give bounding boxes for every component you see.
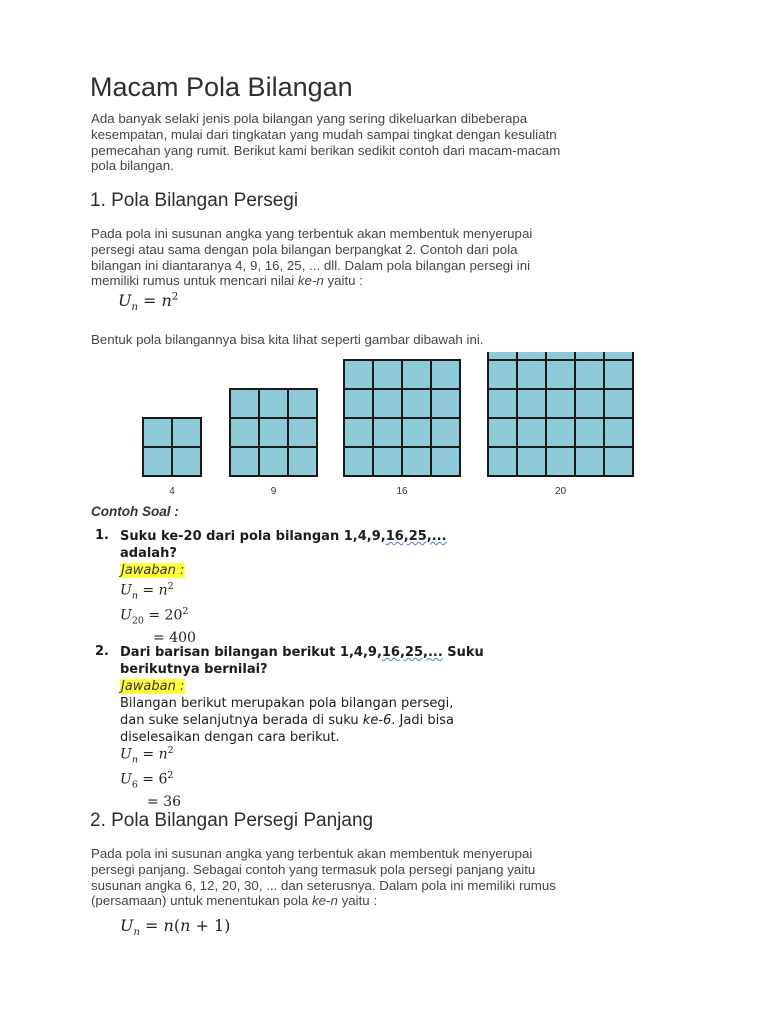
answer-highlight: Jawaban : [121,679,185,694]
question-text: Suku [442,645,484,660]
math-eq: = [137,772,159,789]
square-label: 20 [554,486,567,497]
answer-label-1 [120,562,447,579]
formula-persegi [118,291,178,313]
question-text-underlined: 16,25,... [381,645,443,660]
grid-cell [172,418,201,447]
math-var: U [120,608,132,625]
figure-caption: Bentuk pola bilangannya bisa kita lihat seperti gambar dibawah ini. [91,332,484,347]
grid-cell [172,447,201,476]
question-1-line2: adalah? [120,546,177,561]
formula-paren: ) [224,916,231,935]
grid-cell [604,447,633,476]
grid-cell [230,418,259,447]
math-eq: = [147,793,164,810]
grid-cell [402,389,431,418]
explanation-text: dan suke selanjutnya berada di suku [120,713,363,728]
grid-cell [143,418,172,447]
grid-cell [546,418,575,447]
grid-cell [344,447,373,476]
work-line [120,579,196,604]
formula-persegi-panjang [120,916,230,938]
grid-cell [488,360,517,389]
grid-cell [373,447,402,476]
question-1-line1 [120,528,447,545]
question-text-underlined: 16,25,... [385,529,447,544]
formula-symbol: U [118,291,132,310]
explanation-line: diselesaikan dengan cara berikut. [120,730,340,745]
math-sub: 6 [131,779,138,791]
grid-cell [517,352,546,360]
math-sub: n [131,754,138,766]
explanation-line [120,712,484,729]
math-var: n [158,746,168,763]
grid-cell [488,389,517,418]
square-grid-9 [230,389,317,476]
formula-var: n [163,916,174,935]
question-2-line1 [120,644,484,661]
math-sup: 2 [182,606,189,618]
section1-paragraph [91,226,691,289]
formula-exponent: 2 [171,291,179,303]
section-heading-persegi: 1. Pola Bilangan Persegi [90,190,299,211]
work-1 [120,579,196,646]
explanation-text: . Jadi bisa [391,713,454,728]
math-eq: = [137,746,159,763]
grid-cell [402,360,431,389]
explanation-italic: ke-6 [362,713,392,728]
grid-cell [488,447,517,476]
grid-cell [431,447,460,476]
question-2 [120,644,484,746]
math-num: 6 [158,772,168,789]
section2-line-italic: ke-n [312,893,338,909]
grid-cell [517,389,546,418]
section2-line: Pada pola ini susunan angka yang terbentuk akan membentuk menyerupai [91,846,533,861]
formula-number: 1 [213,916,225,935]
grid-cell [431,418,460,447]
grid-cell [517,360,546,389]
examples-heading: Contoh Soal : [91,504,179,519]
grid-cell [488,418,517,447]
grid-cell [259,418,288,447]
section1-line [91,273,691,289]
square-grids [143,352,633,476]
grid-cell [431,389,460,418]
section2-line: susunan angka 6, 12, 20, 30, ... dan seterusnya. Dalam pola ini memiliki rumus [91,877,556,893]
section1-line-text: yaitu : [323,273,363,289]
grid-cell [604,352,633,360]
grid-cell [546,352,575,360]
grid-cell [344,389,373,418]
square-grid-16 [344,360,460,476]
math-sup: 2 [167,581,174,592]
square-label: 9 [270,486,277,497]
section2-paragraph [91,846,691,909]
square-pattern-figure [130,352,650,502]
grid-cell [604,418,633,447]
square-grid-20 [488,352,633,476]
grid-cell [230,447,259,476]
section2-line-text: yaitu : [337,893,378,909]
grid-cell [344,418,373,447]
formula-paren: ( [173,916,181,935]
grid-cell [546,447,575,476]
intro-paragraph [91,111,691,174]
intro-line: pola bilangan. [91,158,174,174]
section1-line: persegi atau sama dengan pola bilangan berpangkat 2. Contoh dari pola [91,241,518,257]
grid-cell [575,447,604,476]
formula-subscript: n [131,302,138,314]
question-number: 2. [95,644,109,659]
question-text: Suku ke-20 dari pola bilangan 1,4,9, [120,529,386,544]
grid-cell [517,447,546,476]
formula-subscript: n [133,927,140,939]
grid-cell [517,418,546,447]
question-text: Dari barisan bilangan berikut 1,4,9, [120,645,382,660]
math-sub: 20 [131,615,144,627]
math-eq: = [143,608,165,625]
question-1 [120,528,447,579]
grid-cell [373,360,402,389]
math-eq: = [137,582,159,599]
work-line [120,743,181,768]
grid-cell [604,389,633,418]
grid-cell [143,447,172,476]
work-line [120,768,181,793]
work-line [120,794,181,810]
formula-base: n [161,291,172,310]
question-2-line2: berikutnya bernilai? [120,662,268,677]
section2-line: persegi panjang. Sebagai contoh yang termasuk pola persegi panjang yaitu [91,861,536,877]
square-grid-4 [143,418,201,476]
explanation-line: Bilangan berikut merupakan pola bilangan persegi, [120,696,454,711]
formula-symbol: U [120,916,134,935]
page-title: Macam Pola Bilangan [90,72,353,102]
math-var: U [120,582,132,599]
grid-cell [604,360,633,389]
grid-cell [575,389,604,418]
square-labels [169,486,566,497]
question-number: 1. [95,528,109,543]
formula-plus: + [190,916,214,935]
question-1-number [95,528,109,543]
math-result: 400 [169,629,196,646]
math-var: U [120,746,132,763]
square-label: 4 [169,486,175,497]
grid-cell [288,447,317,476]
grid-cell [402,418,431,447]
grid-cell [344,360,373,389]
square-label: 16 [396,486,408,497]
grid-cell [431,360,460,389]
grid-cell [546,360,575,389]
math-sup: 2 [167,745,174,756]
grid-cell [575,360,604,389]
grid-cell [288,418,317,447]
section2-line [91,893,691,909]
grid-cell [288,389,317,418]
work-line [120,604,196,629]
math-var: U [120,772,132,789]
grid-cell [259,389,288,418]
grid-cell [402,447,431,476]
math-eq: = [153,629,170,646]
grid-cell [230,389,259,418]
formula-equals: = [139,916,164,935]
section2-line-text: (persamaan) untuk menentukan pola [91,893,313,909]
math-result: 36 [163,793,182,810]
math-var: n [158,582,168,599]
work-2 [120,743,181,810]
section1-line: Pada pola ini susunan angka yang terbentuk akan membentuk menyerupai [91,226,533,241]
math-num: 20 [164,608,183,625]
grid-cell [488,352,517,360]
math-sub: n [131,590,138,602]
grid-cell [575,352,604,360]
grid-cell [373,418,402,447]
formula-var: n [180,916,191,935]
answer-label-2 [120,678,484,695]
section1-line-italic: ke-n [297,273,324,289]
grid-cell [546,389,575,418]
formula-equals: = [137,291,162,310]
section1-line-text: memiliki rumus untuk mencari nilai [91,273,298,289]
intro-line: Ada banyak selaki jenis pola bilangan yang sering dikeluarkan dibeberapa [91,111,528,126]
section1-line: bilangan ini diantaranya 4, 9, 16, 25, ... dll. Dalam pola bilangan persegi ini [91,257,531,273]
answer-highlight: Jawaban : [121,563,185,578]
intro-line: pemecahan yang rumit. Berikut kami berikan sedikit contoh dari macam-macam [91,142,561,158]
question-2-number [95,644,109,659]
grid-cell [373,389,402,418]
grid-cell [259,447,288,476]
intro-line: kesempatan, mulai dari tingkatan yang mudah sampai tingkat dengan kesuliatn [91,126,557,142]
math-sup: 2 [167,770,174,782]
grid-cell [575,418,604,447]
section-heading-persegi-panjang: 2. Pola Bilangan Persegi Panjang [90,810,374,831]
